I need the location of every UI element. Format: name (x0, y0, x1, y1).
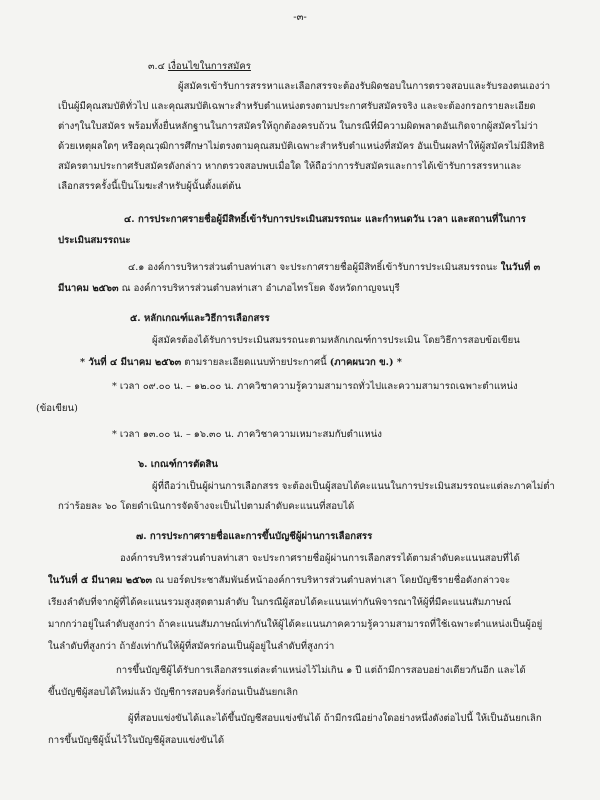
sec4-date-end: มีนาคม ๒๕๖๓ (58, 283, 119, 294)
page-number: -๓- (293, 12, 307, 23)
sec4-title-cont: ประเมินสมรรถนะ (58, 235, 131, 246)
sec34-heading (148, 58, 251, 76)
sec7-title: ๗. การประกาศรายชื่อและการขึ้นบัญชีผู้ผ่านการเลือกสรร (136, 531, 373, 542)
sec7-line-1: องค์การบริหารส่วนตำบลท่าเสา จะประกาศรายชื่อผู้ผ่านการเลือกสรรได้ตามลำดับคะแนนสอบที่ได้ (120, 553, 520, 564)
sec7-line-4: มากกว่าอยู่ในลำดับสูงกว่า ถ้าคะแนนสัมภาษณ์เท่ากันให้ผู้ได้คะแนนภาคความรู้ความสามารถที่ใช้เฉพาะตำแหน่งเป็นผู้อยู่ (48, 619, 543, 630)
sec5-line-3: * เวลา ๐๙.๐๐ น. – ๑๒.๐๐ น. ภาควิชาความรู้ความสามารถทั่วไปและความสามารถเฉพาะตำแหน่ง (112, 381, 518, 392)
sec34-number: ๓.๔ (148, 61, 165, 72)
sec5-exam-date: * วันที่ ๔ มีนาคม ๒๕๖๓ (80, 357, 182, 368)
sec5-line-3-cont: (ข้อเขียน) (36, 403, 78, 414)
sec7-line-9: การขึ้นบัญชีผู้นั้นไว้ในบัญชีผู้สอบแข่งขันได้ (48, 735, 225, 746)
sec34-line-2: เป็นผู้มีคุณสมบัติทั่วไป และคุณสมบัติเฉพาะสำหรับตำแหน่งตรงตามประกาศรับสมัครจริง และจะต้องกรอกรายละเอียด (58, 101, 536, 112)
sec5-line-4: * เวลา ๑๓.๐๐ น. – ๑๖.๓๐ น. ภาควิชาความเหมาะสมกับตำแหน่ง (112, 429, 382, 440)
sec7-line-8: ผู้ที่สอบแข่งขันได้และได้ขึ้นบัญชีสอบแข่งขันได้ ถ้ามีกรณีอย่างใดอย่างหนึ่งดังต่อไปนี้ ให้เป็นอันยกเลิก (128, 713, 542, 724)
sec5-title: ๕. หลักเกณฑ์และวิธีการเลือกสรร (130, 313, 270, 324)
sec6-title: ๖. เกณฑ์การตัดสิน (138, 459, 218, 470)
sec7-announce-date: ในวันที่ ๕ มีนาคม ๒๕๖๓ (48, 575, 153, 586)
sec4-line-2 (58, 280, 400, 298)
sec7-line-5: ในลำดับที่สูงกว่า ถ้ายังเท่ากันให้ผู้ที่สมัครก่อนเป็นผู้อยู่ในลำดับที่สูงกว่า (48, 641, 335, 652)
sec7-line-7: ขึ้นบัญชีผู้สอบได้ใหม่แล้ว บัญชีการสอบครั้งก่อนเป็นอันยกเลิก (48, 687, 298, 698)
sec7-line-6: การขึ้นบัญชีผู้ได้รับการเลือกสรรแต่ละตำแหน่งไว้ไม่เกิน ๑ ปี แต่ถ้ามีการสอบอย่างเดียวกันอีก และได้ (116, 665, 526, 676)
sec34-line-1: ผู้สมัครเข้ารับการสรรหาและเลือกสรรจะต้องรับผิดชอบในการตรวจสอบและรับรองตนเองว่า (178, 81, 551, 92)
sec34-title: เงื่อนไขในการสมัคร (167, 61, 251, 72)
sec4-line-1-text: ๔.๑ องค์การบริหารส่วนตำบลท่าเสา จะประกาศรายชื่อผู้มีสิทธิ์เข้ารับการประเมินสมรรถนะ (128, 262, 498, 273)
sec6-line-1: ผู้ที่ถือว่าเป็นผู้ผ่านการเลือกสรร จะต้องเป็นผู้สอบได้คะแนนในการประเมินสมรรถนะแต่ละภาคไม่ต่ำ (152, 481, 555, 492)
sec7-line-3: เรียงลำดับที่จากผู้ที่ได้คะแนนรวมสูงสุดตามลำดับ ในกรณีผู้สอบได้คะแนนเท่ากันพิจารณาให้ผู้ที่มีคะแนนสัมภาษณ์ (48, 597, 512, 608)
sec5-appendix: (ภาคผนวก ข.) * (329, 357, 402, 368)
sec34-line-6: เลือกสรรครั้งนี้เป็นโมฆะสำหรับผู้นั้นตั้งแต่ต้น (58, 181, 242, 192)
sec4-line-1 (128, 259, 540, 277)
sec34-line-3: ต่างๆในใบสมัคร พร้อมทั้งยื่นหลักฐานในการสมัครให้ถูกต้องครบถ้วน ในกรณีที่มีความผิดพลาดอันเกิดจากผู้สมัครไม่ว่า (58, 121, 539, 132)
sec5-line-1: ผู้สมัครต้องได้รับการประเมินสมรรถนะตามหลักเกณฑ์การประเมิน โดยวิธีการสอบข้อเขียน (152, 335, 520, 346)
sec6-line-2: กว่าร้อยละ ๖๐ โดยดำเนินการจัดจ้างจะเป็นไปตามลำดับคะแนนที่สอบได้ (58, 501, 355, 512)
sec34-line-5: สมัครตามประกาศรับสมัครดังกล่าว หากตรวจสอบพบเมื่อใด ให้ถือว่าการรับสมัครและการได้เข้ารับการสรรหาและ (58, 161, 522, 172)
sec7-announce-place: ณ บอร์ดประชาสัมพันธ์หน้าองค์การบริหารส่วนตำบลท่าเสา โดยบัญชีรายชื่อดังกล่าวจะ (155, 575, 511, 586)
sec7-line-2 (48, 572, 510, 590)
sec4-date-start: ในวันที่ ๓ (500, 262, 541, 273)
sec5-attachment-ref: ตามรายละเอียดแนบท้ายประกาศนี้ (184, 357, 327, 368)
sec34-line-4: ด้วยเหตุผลใดๆ หรือคุณวุฒิการศึกษาไม่ตรงตามคุณสมบัติเฉพาะสำหรับตำแหน่งที่สมัคร อันเป็นผลทำให้ผู้สมัครไม่มีสิทธิ (58, 141, 545, 152)
sec4-location: ณ องค์การบริหารส่วนตำบลท่าเสา อำเภอไทรโยค จังหวัดกาญจนบุรี (121, 283, 400, 294)
sec5-line-2 (80, 354, 402, 372)
sec4-title: ๔. การประกาศรายชื่อผู้มีสิทธิ์เข้ารับการประเมินสมรรถนะ และกำหนดวัน เวลา และสถานที่ในการ (124, 214, 526, 225)
